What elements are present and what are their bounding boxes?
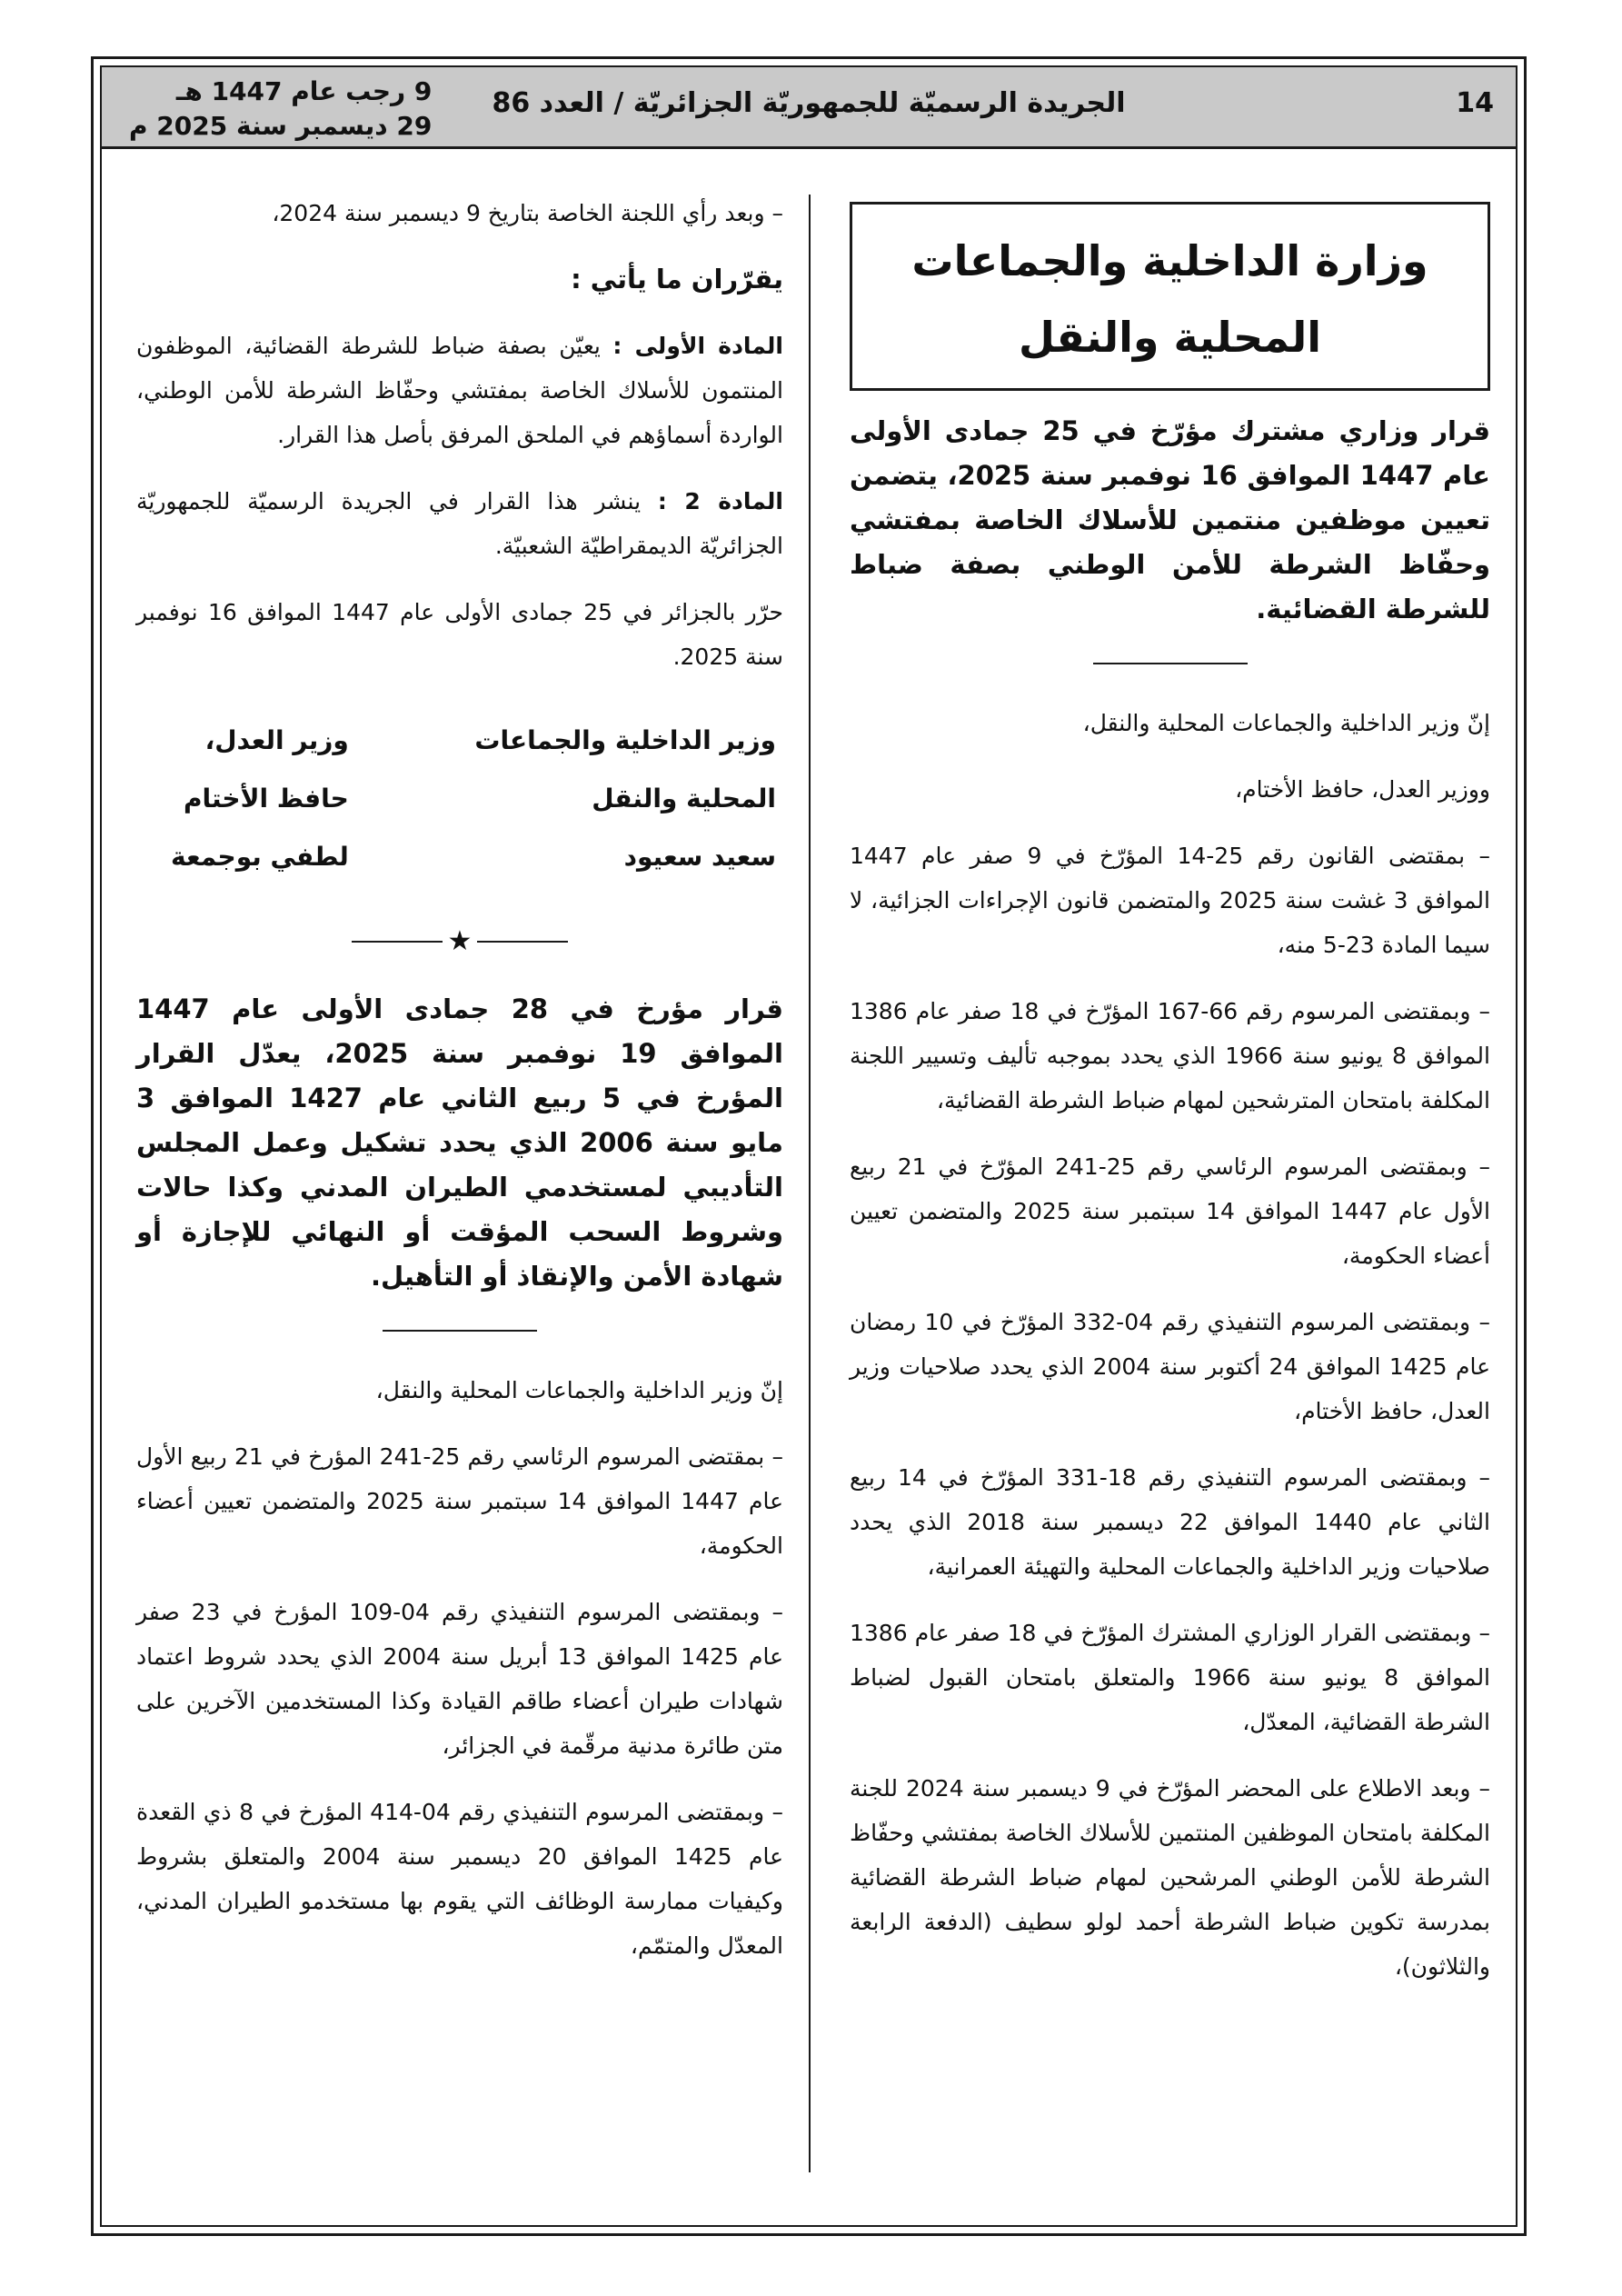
signature-title: وزير الداخلية والجماعات (474, 725, 776, 755)
page-number: 14 (1456, 87, 1494, 119)
article-text: يعيّن بصفة ضباط للشرطة القضائية، الموظفون المنتمون للأسلاك الخاصة بمفتشي وحفّاظ الشرطة للأمن الوطني، الواردة أسماؤهم في الملحق المرفق بأصل هذا القرار. (136, 333, 783, 448)
paragraph: – بمقتضى القانون رقم 25-14 المؤرّخ في 9 صفر عام 1447 الموافق 3 غشت سنة 2025 والمتضمن قانون الإجراءات الجزائية، لا سيما المادة 23-5 منه، (850, 843, 1490, 958)
paragraph: – وبعد الاطلاع على المحضر المؤرّخ في 9 ديسمبر سنة 2024 للجنة المكلفة بامتحان الموظفين المنتمين للأسلاك الخاصة بمفتشي وحفّاظ الشرطة للأمن الوطني المرشحين لمهام ضباط الشرطة القضائية بمدرسة تكوين ضباط الشرطة أحمد لولو سطيف (الدفعة الرابعة والثلاثون)، (850, 1775, 1490, 1980)
signature-name: سعيد سعيود (623, 842, 776, 872)
signature-title: وزير العدل، (204, 725, 349, 755)
hijri-date: 9 رجب عام 1447 هـ (175, 76, 433, 106)
separator-line (477, 941, 568, 943)
paragraph: – وبمقتضى المرسوم التنفيذي رقم 04-109 المؤرخ في 23 صفر عام 1425 الموافق 13 أبريل سنة 2004 الذي يحدد شروط اعتماد شهادات طيران أعضاء طاقم القيادة وكذا المستخدمين الآخرين على متن طائرة مدنية مرقّمة في الجزائر، (136, 1599, 783, 1759)
section-rule (1093, 663, 1248, 664)
article-1 (136, 324, 783, 457)
signature-title: المحلية والنقل (592, 784, 776, 814)
paragraph: ووزير العدل، حافظ الأختام، (1235, 776, 1490, 803)
paragraph: – وبمقتضى المرسوم التنفيذي رقم 04-332 المؤرّخ في 10 رمضان عام 1425 الموافق 24 أكتوبر سنة 2004 الذي يحدد صلاحيات وزير العدل، حافظ الأختام، (850, 1309, 1490, 1424)
page-header (102, 67, 1516, 149)
issue-date (129, 75, 432, 144)
ministry-name-line2: المحلية والنقل (1018, 313, 1322, 362)
done-at: حرّر بالجزائر في 25 جمادى الأولى عام 1447 الموافق 16 نوفمبر سنة 2025. (136, 599, 783, 670)
gregorian-date: 29 ديسمبر سنة 2025 م (129, 111, 433, 141)
signature-justice-minister (144, 712, 349, 886)
star-icon: ★ (447, 925, 473, 957)
decision-title: قرار مؤرخ في 28 جمادى الأولى عام 1447 الموافق 19 نوفمبر سنة 2025، يعدّل القرار المؤرخ في 5 ربيع الثاني عام 1427 الموافق 3 مايو سنة 2006 الذي يحدد تشكيل وعمل المجلس التأديبي لمستخدمي الطيران المدني وكذا حالات وشروط السحب المؤقت أو النهائي للإجازة أو شهادة الأمن والإنقاذ أو التأهيل. (136, 993, 783, 1292)
article-label: المادة 2 : (657, 488, 783, 514)
article-text: ينشر هذا القرار في الجريدة الرسميّة للجمهوريّة الجزائريّة الديمقراطيّة الشعبيّة. (136, 488, 783, 559)
right-column (850, 191, 1490, 2011)
signature-title: حافظ الأختام (183, 784, 349, 814)
paragraph: – وبعد رأي اللجنة الخاصة بتاريخ 9 ديسمبر سنة 2024، (272, 200, 783, 226)
signatures (136, 712, 783, 886)
paragraph: – بمقتضى المرسوم الرئاسي رقم 25-241 المؤرخ في 21 ربيع الأول عام 1447 الموافق 14 سبتمبر سنة 2025 والمتضمن تعيين أعضاء الحكومة، (136, 1443, 783, 1559)
article-label: المادة الأولى : (612, 333, 783, 359)
decision-title: قرار وزاري مشترك مؤرّخ في 25 جمادى الأولى عام 1447 الموافق 16 نوفمبر سنة 2025، يتضمن تعيين موظفين منتمين للأسلاك الخاصة بمفتشي وحفّاظ الشرطة للأمن الوطني بصفة ضباط للشرطة القضائية. (850, 415, 1490, 624)
separator-line (352, 941, 443, 943)
signature-interior-minister (474, 712, 776, 886)
journal-title: الجريدة الرسميّة للجمهوريّة الجزائريّة / العدد 86 (492, 87, 1126, 119)
signature-name: لطفي بوجمعة (171, 842, 349, 872)
paragraph: – وبمقتضى المرسوم التنفيذي رقم 18-331 المؤرّخ في 14 ربيع الثاني عام 1440 الموافق 22 ديسمبر سنة 2018 الذي يحدد صلاحيات وزير الداخلية والجماعات المحلية والتهيئة العمرانية، (850, 1464, 1491, 1580)
column-divider (809, 195, 811, 2172)
paragraph: – وبمقتضى المرسوم الرئاسي رقم 25-241 المؤرّخ في 21 ربيع الأول عام 1447 الموافق 14 سبتمبر سنة 2025 والمتضمن تعيين أعضاء الحكومة، (850, 1153, 1490, 1269)
article-2 (136, 479, 783, 568)
left-column (136, 191, 783, 1990)
ministry-box (850, 202, 1490, 391)
decide-heading: يقرّران ما يأتي : (571, 264, 783, 294)
star-separator (136, 919, 783, 963)
paragraph: إنّ وزير الداخلية والجماعات المحلية والنقل، (1082, 710, 1490, 736)
ministry-name-line1: وزارة الداخلية والجماعات (911, 236, 1428, 285)
paragraph: إنّ وزير الداخلية والجماعات المحلية والنقل، (375, 1377, 783, 1403)
paragraph: – وبمقتضى القرار الوزاري المشترك المؤرّخ في 18 صفر عام 1386 الموافق 8 يونيو سنة 1966 والمتعلق بامتحان القبول لضباط الشرطة القضائية، المعدّل، (850, 1620, 1491, 1735)
paragraph: – وبمقتضى المرسوم التنفيذي رقم 04-414 المؤرخ في 8 ذي القعدة عام 1425 الموافق 20 ديسمبر سنة 2004 والمتعلق بشروط وكيفيات ممارسة الوظائف التي يقوم بها مستخدمو الطيران المدني، المعدّل والمتمّم، (136, 1799, 783, 1959)
paragraph: – وبمقتضى المرسوم رقم 66-167 المؤرّخ في 18 صفر عام 1386 الموافق 8 يونيو سنة 1966 الذي يحدد بموجبه تأليف وتسيير اللجنة المكلفة بامتحان المترشحين لمهام ضباط الشرطة القضائية، (850, 998, 1490, 1113)
section-rule (383, 1330, 537, 1332)
